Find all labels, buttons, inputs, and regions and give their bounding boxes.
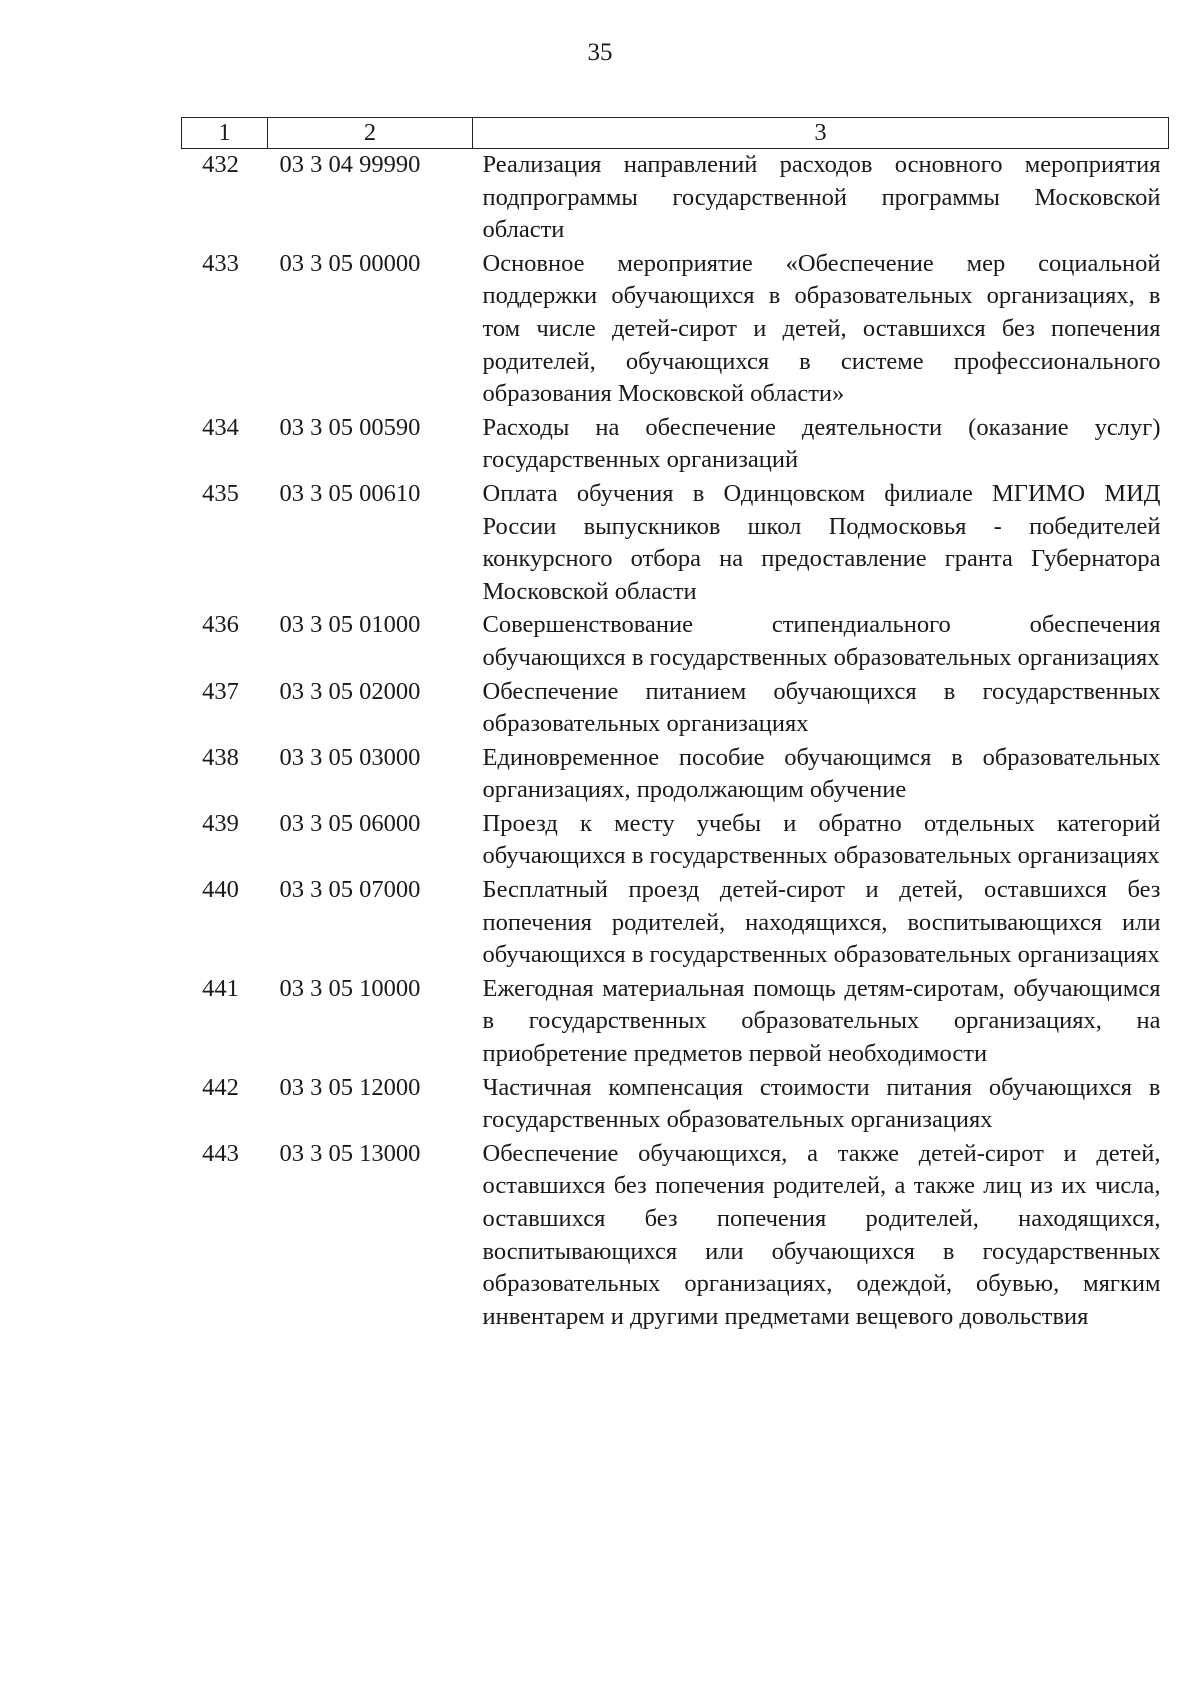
column-header-3: 3	[473, 118, 1169, 149]
expense-description: Реализация направлений расходов основного мероприятия подпрограммы государственной программы Московской области	[482, 151, 1161, 244]
table-row	[182, 478, 1169, 609]
table-row	[182, 248, 1169, 412]
classification-code: 03 3 05 10000	[279, 974, 421, 1002]
table-row	[182, 874, 1169, 973]
classification-code: 03 3 05 00610	[279, 479, 421, 507]
row-number: 438	[202, 743, 239, 771]
row-number: 443	[202, 1139, 239, 1167]
classification-code: 03 3 04 99990	[279, 151, 421, 178]
table-row	[182, 1072, 1169, 1138]
row-number: 440	[202, 876, 239, 904]
classification-code: 03 3 05 01000	[279, 611, 421, 639]
classification-code: 03 3 05 12000	[279, 1073, 421, 1101]
expense-description: Бесплатный проезд детей-сирот и детей, оставшихся без попечения родителей, находящихся, воспитывающихся или обучающихся в государственных образовательных организациях	[482, 876, 1161, 969]
table-row	[182, 1138, 1169, 1335]
classification-code: 03 3 05 00590	[279, 413, 421, 441]
table-header-row	[182, 118, 1169, 149]
classification-code: 03 3 05 06000	[279, 809, 421, 837]
expense-description: Оплата обучения в Одинцовском филиале МГИМО МИД России выпускников школ Подмосковья - победителей конкурсного отбора на предоставление гранта Губернатора Московской области	[482, 479, 1161, 605]
expense-description: Единовременное пособие обучающимся в образовательных организациях, продолжающим обучение	[482, 743, 1161, 804]
row-number: 434	[202, 413, 239, 441]
classification-code: 03 3 05 13000	[279, 1139, 421, 1167]
expense-description: Проезд к месту учебы и обратно отдельных категорий обучающихся в государственных образовательных организациях	[482, 809, 1161, 870]
page-number: 35	[587, 39, 613, 66]
table-row	[182, 742, 1169, 808]
row-number: 441	[202, 974, 239, 1002]
row-number: 436	[202, 611, 239, 639]
table-row	[182, 412, 1169, 478]
expense-description: Обеспечение питанием обучающихся в государственных образовательных организациях	[482, 677, 1161, 738]
classification-code: 03 3 05 02000	[279, 677, 421, 705]
column-header-1: 1	[182, 118, 268, 149]
budget-classification-table	[181, 117, 1169, 1334]
table-row	[182, 808, 1169, 874]
row-number: 435	[202, 479, 239, 507]
table-row	[182, 973, 1169, 1072]
row-number: 442	[202, 1073, 239, 1101]
row-number: 433	[202, 249, 239, 277]
column-header-2: 2	[268, 118, 473, 149]
classification-code: 03 3 05 07000	[279, 876, 421, 904]
expense-description: Частичная компенсация стоимости питания обучающихся в государственных образовательных организациях	[482, 1073, 1161, 1134]
classification-code: 03 3 05 00000	[279, 249, 421, 277]
table-row	[182, 676, 1169, 742]
expense-description: Расходы на обеспечение деятельности (оказание услуг) государственных организаций	[482, 413, 1161, 474]
row-number: 432	[202, 151, 239, 178]
expense-description: Основное мероприятие «Обеспечение мер социальной поддержки обучающихся в образовательных организациях, в том числе детей-сирот и детей, оставшихся без попечения родителей, обучающихся в системе профессионального образования Московской области»	[482, 249, 1161, 408]
expense-description: Ежегодная материальная помощь детям-сиротам, обучающимся в государственных образовательных организациях, на приобретение предметов первой необходимости	[482, 974, 1161, 1068]
classification-code: 03 3 05 03000	[279, 743, 421, 771]
expense-description: Обеспечение обучающихся, а также детей-сирот и детей, оставшихся без попечения родителей, а также лиц из их числа, оставшихся без попечения родителей, находящихся, воспитывающихся или обучающихся в государственных образовательных организациях, одеждой, обувью, мягким инвентарем и другими предметами вещевого довольствия	[482, 1139, 1161, 1330]
table-row	[182, 149, 1169, 248]
table-row	[182, 609, 1169, 675]
expense-description: Совершенствование стипендиального обеспечения обучающихся в государственных образовательных организациях	[482, 611, 1161, 671]
row-number: 439	[202, 809, 239, 837]
row-number: 437	[202, 677, 239, 705]
